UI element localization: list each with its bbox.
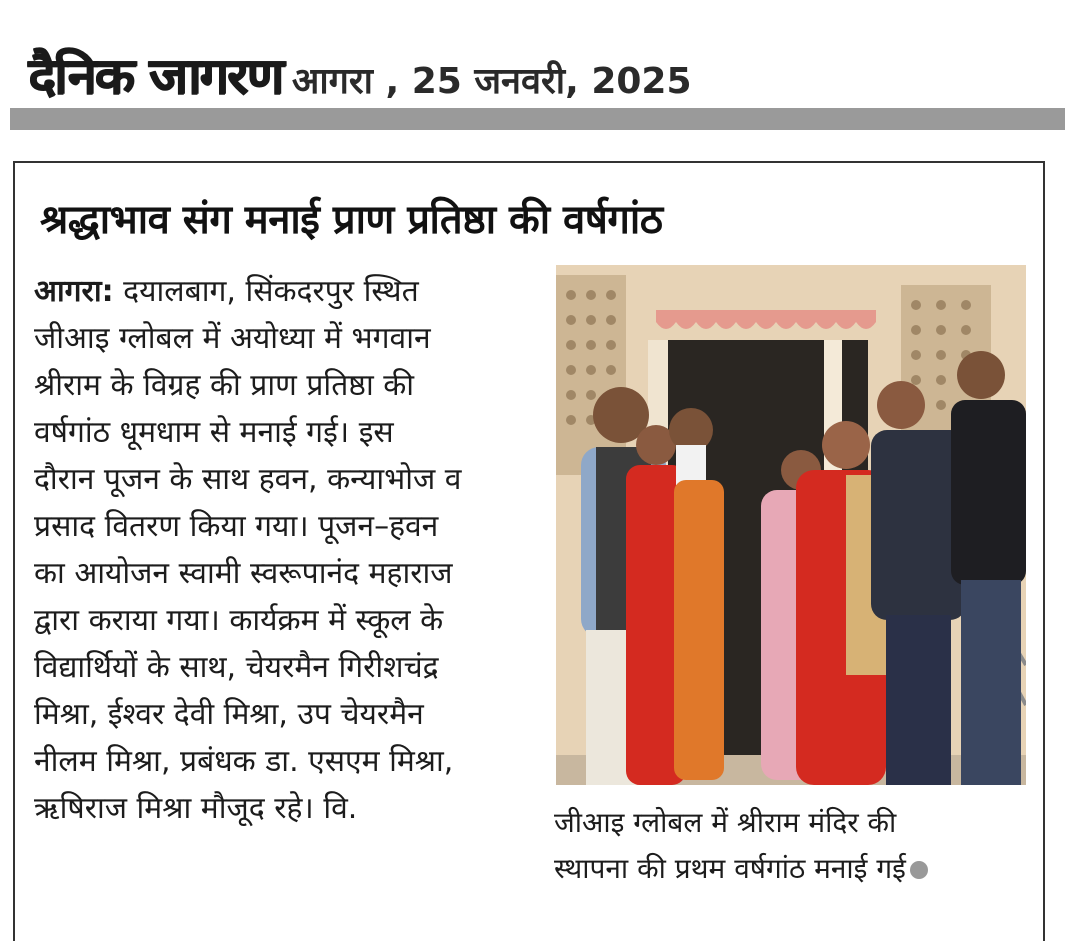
caption-line: स्थापना की प्रथम वर्षगांठ मनाई गई bbox=[554, 846, 1034, 892]
body-line: दौरान पूजन के साथ हवन, कन्याभोज व bbox=[34, 462, 462, 497]
body-line: मिश्रा, ईश्वर देवी मिश्रा, उप चेयरमैन bbox=[34, 697, 424, 732]
article-photo bbox=[556, 265, 1026, 785]
body-line: ऋषिराज मिश्रा मौजूद रहे। वि. bbox=[34, 791, 358, 826]
body-line: का आयोजन स्वामी स्वरूपानंद महाराज bbox=[34, 556, 453, 591]
newspaper-logo: दैनिक जागरण bbox=[28, 47, 282, 105]
body-line: प्रसाद वितरण किया गया। पूजन–हवन bbox=[34, 509, 439, 544]
caption-line: जीआइ ग्लोबल में श्रीराम मंदिर की bbox=[554, 806, 897, 839]
photo-caption bbox=[554, 800, 1034, 892]
masthead-rule bbox=[10, 108, 1065, 130]
edition-city: आगरा bbox=[291, 61, 373, 102]
body-line: आगरा: दयालबाग, सिंकदरपुर स्थित bbox=[34, 274, 419, 309]
body-line: वर्षगांठ धूमधाम से मनाई गई। इस bbox=[34, 415, 394, 450]
article-dateline: आगरा: bbox=[34, 274, 114, 309]
edition-date: 25 जनवरी, 2025 bbox=[411, 61, 692, 102]
body-line: विद्यार्थियों के साथ, चेयरमैन गिरीशचंद्र bbox=[34, 650, 439, 685]
body-line: द्वारा कराया गया। कार्यक्रम में स्कूल के bbox=[34, 603, 444, 638]
body-line: नीलम मिश्रा, प्रबंधक डा. एसएम मिश्रा, bbox=[34, 744, 454, 779]
person-7 bbox=[951, 351, 1026, 785]
edition-dateline: आगरा , 25 जनवरी, 2025 bbox=[291, 61, 692, 102]
article-body bbox=[34, 268, 539, 832]
bullet-icon bbox=[910, 861, 928, 879]
body-line: श्रीराम के विग्रह की प्राण प्रतिष्ठा की bbox=[34, 368, 415, 403]
body-line: जीआइ ग्लोबल में अयोध्या में भगवान bbox=[34, 321, 431, 356]
article-headline: श्रद्धाभाव संग मनाई प्राण प्रतिष्ठा की वर्षगांठ bbox=[40, 197, 663, 243]
masthead bbox=[28, 40, 692, 110]
